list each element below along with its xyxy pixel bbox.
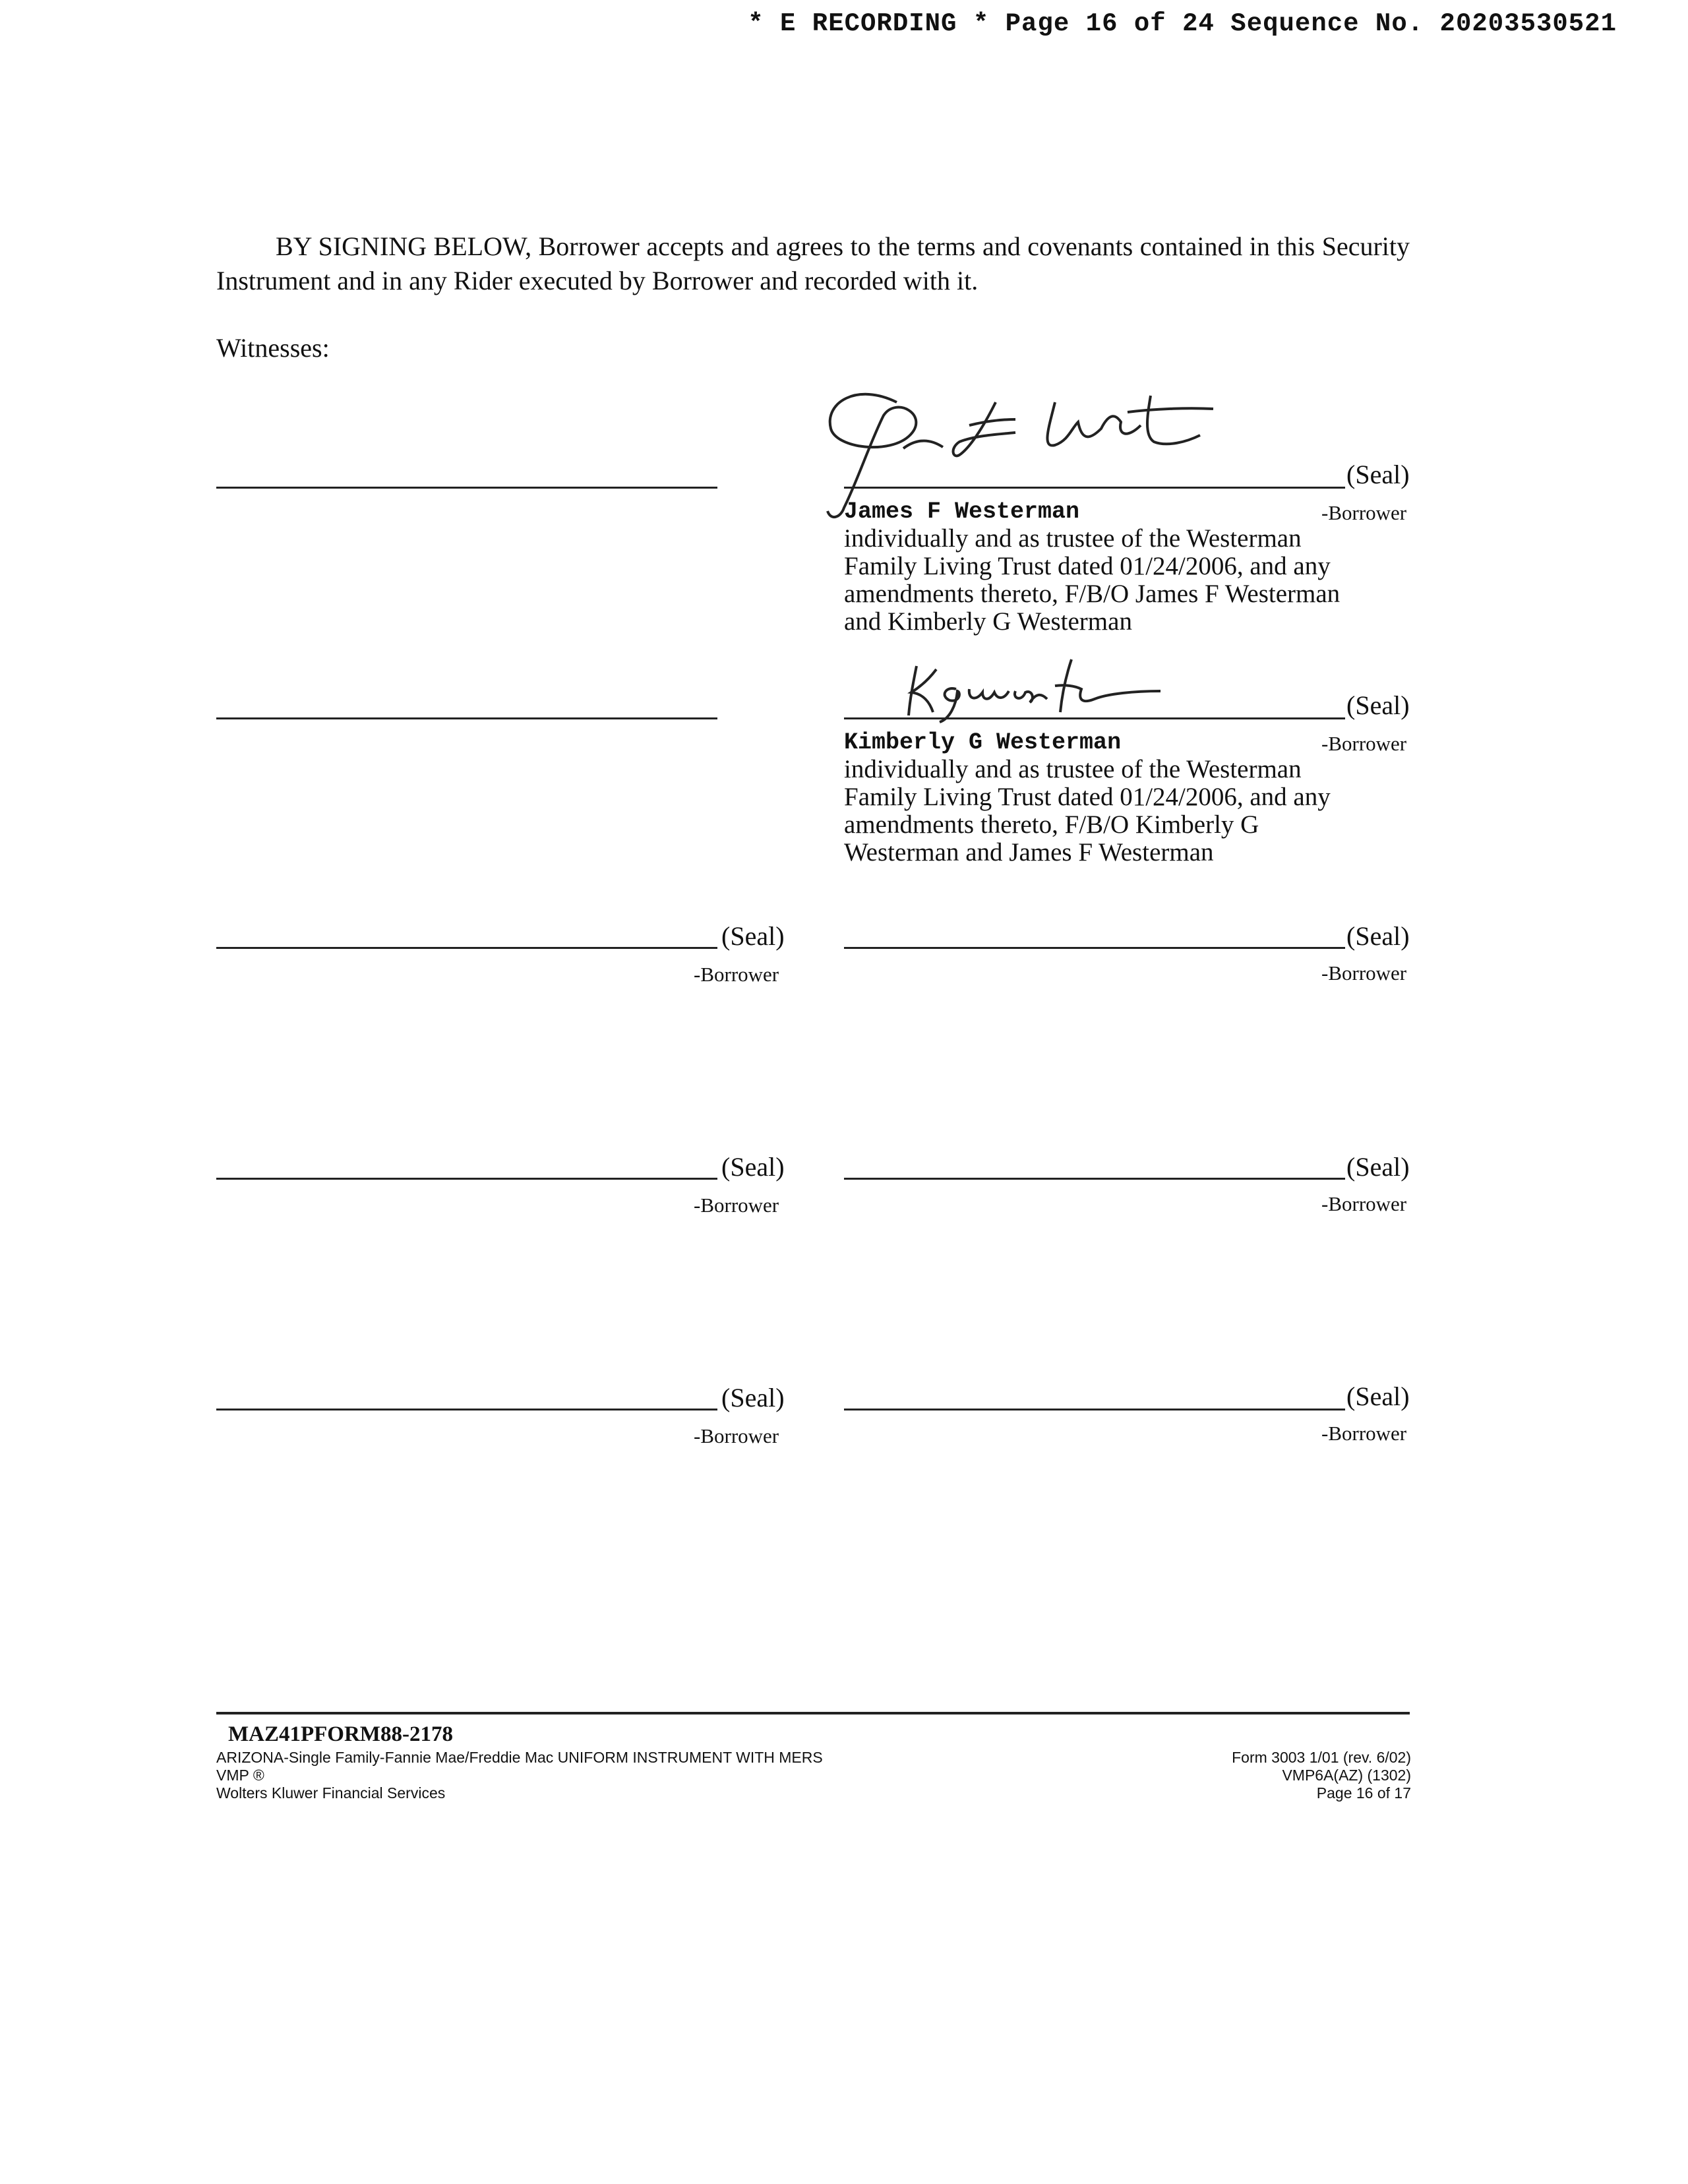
footer-form-number: Form 3003 1/01 (rev. 6/02) VMP6A(AZ) (1302) Page 16 of 17 <box>1232 1749 1411 1802</box>
blank-signature-line <box>844 1409 1345 1410</box>
signature-kimberly-westerman <box>884 653 1226 725</box>
seal-label: (Seal) <box>721 1383 785 1412</box>
seal-label: (Seal) <box>1346 460 1410 489</box>
seal-label: (Seal) <box>1346 690 1410 720</box>
signature-line-kimberly <box>844 717 1345 719</box>
form-code: MAZ41PFORM88-2178 <box>228 1722 453 1746</box>
borrower-label: -Borrower <box>1321 501 1407 524</box>
borrower-label: -Borrower <box>694 1194 779 1217</box>
recording-header: * E RECORDING * Page 16 of 24 Sequence No. 20203530521 <box>748 9 1617 38</box>
signer-name: Kimberly G Westerman <box>844 729 1122 756</box>
blank-signature-line <box>844 947 1345 949</box>
witnesses-label: Witnesses: <box>216 333 330 363</box>
borrower-label: -Borrower <box>694 963 779 986</box>
borrower-label: -Borrower <box>1321 1422 1407 1445</box>
seal-label: (Seal) <box>721 921 785 951</box>
borrower-label: -Borrower <box>1321 1192 1407 1215</box>
blank-signature-line <box>216 947 717 949</box>
seal-label: (Seal) <box>1346 1152 1410 1182</box>
footer-form-description: ARIZONA-Single Family-Fannie Mae/Freddie Mac UNIFORM INSTRUMENT WITH MERS VMP ® Wolters Kluwer Financial Services <box>216 1749 823 1802</box>
witness-line-2 <box>216 717 717 719</box>
signer-description: individually and as trustee of the Westerman Family Living Trust dated 01/24/2006, and any amendments thereto, F/B/O James F Westerman and Kimberly G Westerman <box>844 524 1341 636</box>
signature-line-james <box>844 487 1345 489</box>
footer-rule <box>216 1712 1410 1714</box>
blank-signature-line <box>216 1178 717 1180</box>
borrower-label: -Borrower <box>1321 961 1407 985</box>
seal-label: (Seal) <box>1346 921 1410 951</box>
signing-statement: BY SIGNING BELOW, Borrower accepts and agrees to the terms and covenants contained in this Security Instrument and in any Rider executed by Borrower and recorded with it. <box>216 231 1410 295</box>
witness-line-1 <box>216 487 717 489</box>
seal-label: (Seal) <box>1346 1381 1410 1411</box>
borrower-label: -Borrower <box>1321 732 1407 755</box>
signer-description: individually and as trustee of the Westerman Family Living Trust dated 01/24/2006, and any amendments thereto, F/B/O Kimberly G Westerman and James F Westerman <box>844 755 1331 866</box>
borrower-label: -Borrower <box>694 1424 779 1447</box>
blank-signature-line <box>844 1178 1345 1180</box>
signer-name: James F Westerman <box>844 499 1080 525</box>
blank-signature-line <box>216 1409 717 1410</box>
seal-label: (Seal) <box>721 1152 785 1182</box>
